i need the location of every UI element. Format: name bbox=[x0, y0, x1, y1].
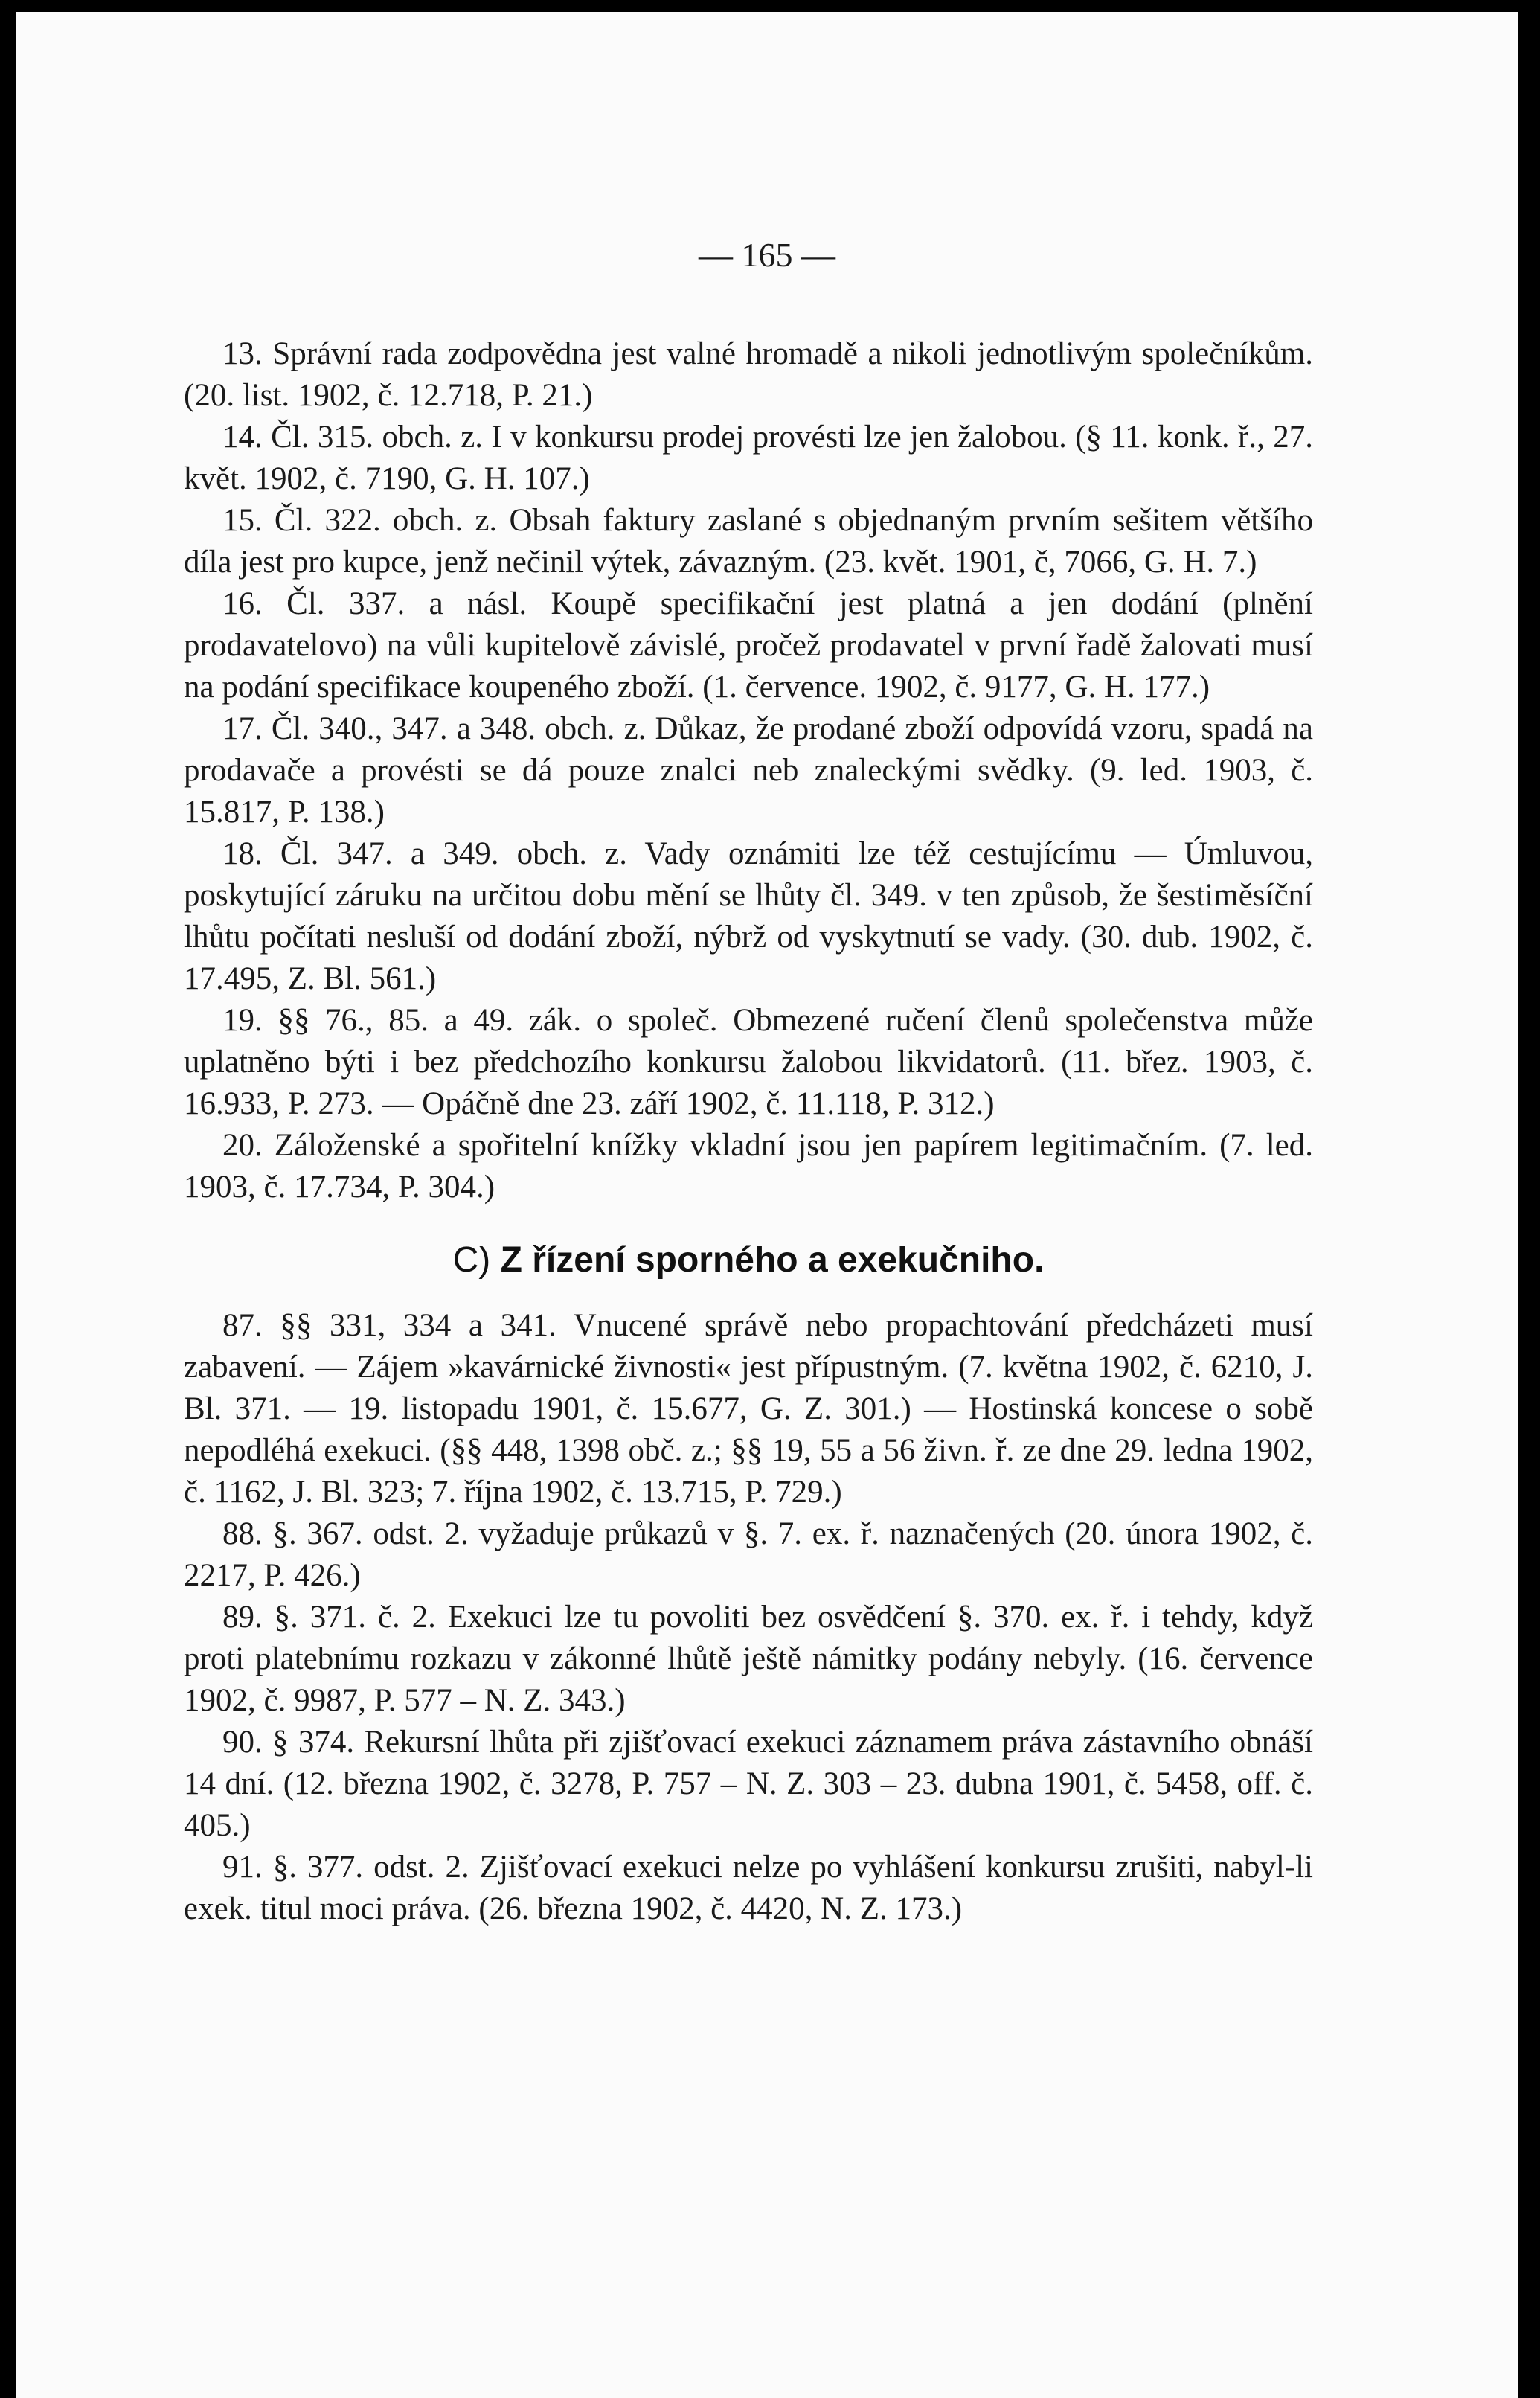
paragraph-91: 91. §. 377. odst. 2. Zjišťovací exekuci nelze po vyhlášení konkursu zrušiti, nabyl-li exek. titul moci práva. (26. března 1902, č. 4420, N. Z. 173.) bbox=[184, 1850, 1313, 1926]
paragraph-90: 90. § 374. Rekursní lhůta při zjišťovací exekuci záznamem práva zástavního obnáší 14 dní. (12. března 1902, č. 3278, P. 757 – N. Z. 303 – 23. dubna 1901, č. 5458, off. č. 405.) bbox=[184, 1725, 1313, 1843]
page bbox=[16, 12, 1518, 2398]
section-title: Z řízení sporného a exekučniho. bbox=[500, 1240, 1045, 1280]
paragraph-87: 87. §§ 331, 334 a 341. Vnucené správě nebo propachtování předcházeti musí zabavení. — Zájem »kavárnické živnosti« jest přípustným. (7. května 1902, č. 6210, J. Bl. 371. — 19. listopadu 1901, č. 15.677, G. Z. 301.) — Hostinská koncese o sobě nepodléhá exekuci. (§§ 448, 1398 obč. z.; §§ 19, 55 a 56 živn. ř. ze dne 29. ledna 1902, č. 1162, J. Bl. 323; 7. října 1902, č. 13.715, P. 729.) bbox=[184, 1308, 1313, 1510]
body-text bbox=[184, 333, 1313, 1930]
paragraph-16: 16. Čl. 337. a násl. Koupě specifikační jest platná a jen dodání (plnění prodavatelovo) na vůli kupitelově závislé, pročež prodavatel v první řadě žalovati musí na podání specifikace koupeného zboží. (1. července. 1902, č. 9177, G. H. 177.) bbox=[184, 586, 1313, 705]
paragraph-19: 19. §§ 76., 85. a 49. zák. o společ. Obmezené ručení členů společenstva může uplatněno býti i bez předchozího konkursu žalobou likvidatorů. (11. břez. 1903, č. 16.933, P. 273. — Opáčně dne 23. září 1902, č. 11.118, P. 312.) bbox=[184, 1003, 1313, 1121]
section-b bbox=[184, 333, 1313, 1208]
paragraph-89: 89. §. 371. č. 2. Exekuci lze tu povoliti bez osvědčení §. 370. ex. ř. i tehdy, když proti platebnímu rozkazu v zákonné lhůtě ještě námitky podány nebyly. (16. července 1902, č. 9987, P. 577 – N. Z. 343.) bbox=[184, 1600, 1313, 1718]
paragraph-13: 13. Správní rada zodpovědna jest valné hromadě a nikoli jednotlivým společníkům. (20. list. 1902, č. 12.718, P. 21.) bbox=[184, 336, 1313, 413]
paragraph-17: 17. Čl. 340., 347. a 348. obch. z. Důkaz, že prodané zboží odpovídá vzoru, spadá na prodavače a provésti se dá pouze znalci neb znaleckými svědky. (9. led. 1903, č. 15.817, P. 138.) bbox=[184, 711, 1313, 830]
paragraph-15: 15. Čl. 322. obch. z. Obsah faktury zaslané s objednaným prvním sešitem většího díla jest pro kupce, jenž nečinil výtek, závazným. (23. květ. 1901, č, 7066, G. H. 7.) bbox=[184, 503, 1313, 580]
section-letter: C) bbox=[452, 1240, 491, 1280]
section-heading bbox=[184, 1238, 1313, 1283]
page-number: — 165 — bbox=[699, 236, 835, 274]
paragraph-20: 20. Záloženské a spořitelní knížky vkladní jsou jen papírem legitimačním. (7. led. 1903, č. 17.734, P. 304.) bbox=[184, 1128, 1313, 1205]
paragraph-88: 88. §. 367. odst. 2. vyžaduje průkazů v §. 7. ex. ř. naznačených (20. února 1902, č. 2217, P. 426.) bbox=[184, 1516, 1313, 1593]
paragraph-14: 14. Čl. 315. obch. z. I v konkursu prodej provésti lze jen žalobou. (§ 11. konk. ř., 27. květ. 1902, č. 7190, G. H. 107.) bbox=[184, 420, 1313, 496]
section-c bbox=[184, 1305, 1313, 1930]
paragraph-18: 18. Čl. 347. a 349. obch. z. Vady oznámiti lze též cestujícímu — Úmluvou, poskytující záruku na určitou dobu mění se lhůty čl. 349. v ten způsob, že šestiměsíční lhůtu počítati nesluší od dodání zboží, nýbrž od vyskytnutí se vady. (30. dub. 1902, č. 17.495, Z. Bl. 561.) bbox=[184, 836, 1313, 996]
